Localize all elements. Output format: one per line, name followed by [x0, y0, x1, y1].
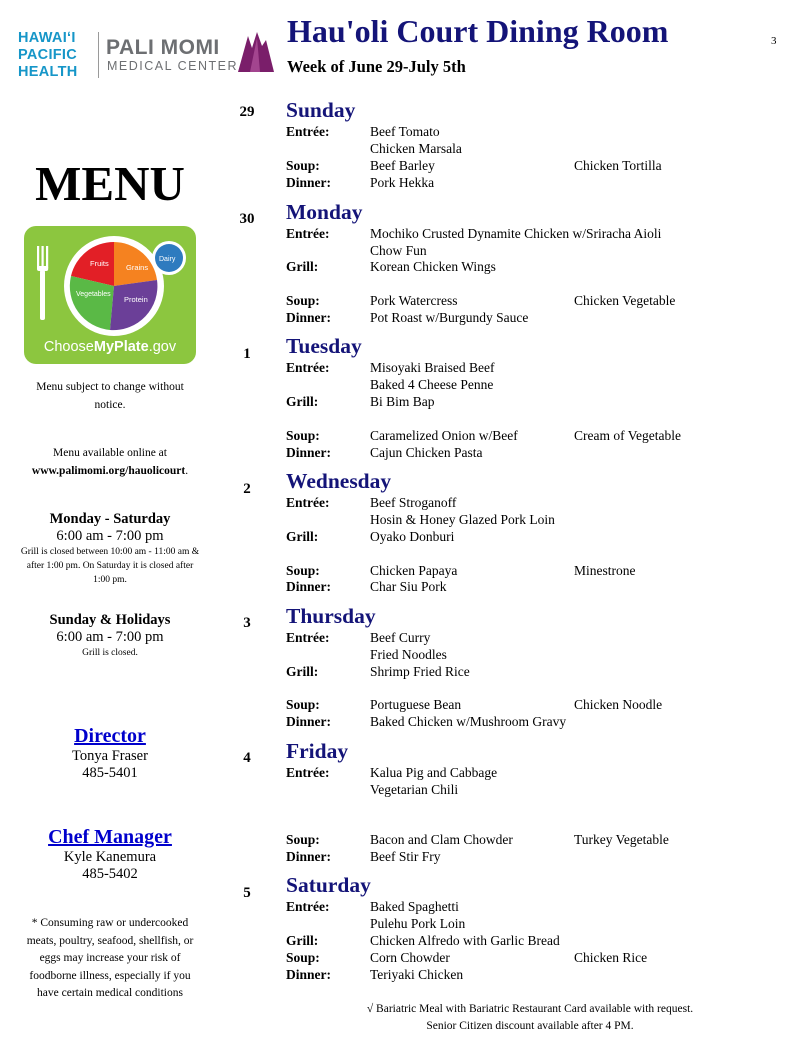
soup-item: Caramelized Onion w/Beef [370, 428, 518, 443]
dinner-label: Dinner: [286, 579, 331, 594]
entree-label: Entrée: [286, 124, 330, 139]
day-number: 4 [243, 750, 251, 766]
entree-item: Hosin & Honey Glazed Pork Loin [370, 512, 555, 527]
dinner-item: Cajun Chicken Pasta [370, 445, 483, 460]
change-notice [0, 378, 220, 414]
grill-label: Grill: [286, 664, 319, 679]
week-subtitle: Week of June 29-July 5th [287, 57, 466, 76]
weekend-hours [0, 612, 220, 660]
day-number: 5 [243, 885, 251, 901]
soup-item: Turkey Vegetable [574, 832, 669, 847]
grill-note: 1:00 pm. [93, 575, 127, 585]
day-number: 3 [243, 615, 251, 631]
warning-line: eggs may increase your risk of [39, 952, 181, 964]
chef-phone: 485-5402 [82, 866, 138, 882]
entree-item: Baked 4 Cheese Penne [370, 377, 494, 392]
logo-divider [98, 32, 99, 78]
chef-manager-link[interactable]: Chef Manager [48, 826, 172, 848]
menu-heading: MENU [35, 156, 185, 211]
grill-item: Chicken Alfredo with Garlic Bread [370, 933, 560, 948]
grill-label: Grill: [286, 259, 319, 274]
chef-name: Kyle Kanemura [63, 849, 157, 865]
plate-grains-label: Grains [126, 263, 149, 272]
entree-label: Entrée: [286, 360, 330, 375]
entree-item: Vegetarian Chili [370, 782, 459, 797]
soup-label: Soup: [286, 428, 320, 443]
soup-item: Minestrone [574, 563, 636, 578]
dinner-label: Dinner: [286, 849, 331, 864]
plate-fruits-label: Fruits [90, 259, 109, 268]
director-contact [0, 725, 220, 782]
soup-label: Soup: [286, 832, 320, 847]
entree-item: Beef Tomato [370, 124, 440, 139]
hawaii-pacific-health-logo [18, 30, 92, 81]
day-name-tuesday: Tuesday [286, 334, 362, 358]
entree-item: Chow Fun [370, 243, 427, 258]
online-url-link[interactable]: www.palimomi.org/hauolicourt [31, 465, 186, 477]
entree-label: Entrée: [286, 226, 330, 241]
myplate-plate-icon [24, 226, 196, 338]
dinner-item: Beef Stir Fry [370, 849, 441, 864]
soup-label: Soup: [286, 293, 320, 308]
soup-item: Chicken Vegetable [574, 293, 676, 308]
food-safety-warning [0, 915, 220, 1003]
grill-note: Grill is closed between 10:00 am - 11:00 am & [20, 547, 200, 557]
dinner-item: Teriyaki Chicken [370, 967, 464, 982]
day-name-saturday: Saturday [286, 873, 371, 897]
dinner-label: Dinner: [286, 310, 331, 325]
dinner-label: Dinner: [286, 445, 331, 460]
warning-line: meats, poultry, seafood, shellfish, or [26, 934, 194, 947]
page-number: 3 [771, 35, 777, 47]
brand-bold: MyPlate [93, 339, 149, 355]
day-name-monday: Monday [286, 200, 363, 224]
grill-item: Shrimp Fried Rice [370, 664, 470, 679]
online-notice [0, 444, 220, 480]
entree-item: Chicken Marsala [370, 141, 462, 156]
weekend-time: 6:00 am - 7:00 pm [56, 629, 164, 645]
notice-line: Menu subject to change without [36, 381, 184, 393]
plate-vegetables-label: Vegetables [76, 291, 111, 298]
footer-notes [300, 1001, 760, 1035]
director-link[interactable]: Director [74, 725, 146, 747]
day-name-sunday: Sunday [286, 98, 356, 122]
soup-item: Corn Chowder [370, 950, 450, 965]
notice-line: notice. [94, 399, 126, 411]
entree-label: Entrée: [286, 630, 330, 645]
soup-item: Beef Barley [370, 158, 435, 173]
dinner-item: Pot Roast w/Burgundy Sauce [370, 310, 529, 325]
plate-dairy-label: Dairy [159, 256, 176, 263]
day-number: 29 [239, 104, 255, 120]
soup-item: Chicken Noodle [574, 697, 663, 712]
entree-label: Entrée: [286, 899, 330, 914]
entree-label: Entrée: [286, 765, 330, 780]
brand-prefix: Choose [43, 339, 94, 355]
warning-line: * Consuming raw or undercooked [31, 917, 189, 929]
entree-item: Kalua Pig and Cabbage [370, 765, 498, 780]
logo-line: PACIFIC [18, 47, 78, 63]
soup-item: Chicken Tortilla [574, 158, 662, 173]
grill-item: Oyako Donburi [370, 529, 455, 544]
grill-label: Grill: [286, 529, 319, 544]
myplate-logo [24, 226, 196, 364]
weekday-heading: Monday - Saturday [49, 511, 171, 527]
grill-item: Korean Chicken Wings [370, 259, 496, 274]
choosemyplate-text [24, 339, 196, 355]
soup-label: Soup: [286, 697, 320, 712]
weekend-note: Grill is closed. [82, 648, 138, 658]
entree-item: Baked Spaghetti [370, 899, 459, 914]
soup-item: Chicken Papaya [370, 563, 458, 578]
soup-item: Bacon and Clam Chowder [370, 832, 513, 847]
weekend-heading: Sunday & Holidays [49, 612, 171, 628]
weekday-hours [0, 511, 220, 587]
soup-item: Portuguese Bean [370, 697, 462, 712]
dinner-label: Dinner: [286, 175, 331, 190]
grill-label: Grill: [286, 394, 319, 409]
director-phone: 485-5401 [82, 765, 138, 781]
soup-item: Chicken Rice [574, 950, 648, 965]
grill-label: Grill: [286, 933, 319, 948]
day-name-thursday: Thursday [286, 604, 376, 628]
brand-suffix: .gov [148, 339, 177, 355]
plate-protein-label: Protein [124, 295, 148, 304]
online-line: Menu available online at [52, 447, 167, 459]
logo-line: HAWAIʻI [18, 30, 76, 46]
entree-item: Beef Stroganoff [370, 495, 457, 510]
entree-item: Beef Curry [370, 630, 431, 645]
day-number: 30 [239, 211, 255, 227]
day-number: 2 [243, 481, 251, 497]
soup-label: Soup: [286, 158, 320, 173]
grill-item: Bi Bim Bap [370, 394, 435, 409]
online-dot: . [185, 465, 189, 477]
dinner-label: Dinner: [286, 967, 331, 982]
dinner-item: Baked Chicken w/Mushroom Gravy [370, 714, 567, 729]
entree-item: Mochiko Crusted Dynamite Chicken w/Sriracha Aioli [370, 226, 662, 241]
weekday-time: 6:00 am - 7:00 pm [56, 528, 164, 544]
entree-item: Misoyaki Braised Beef [370, 360, 495, 375]
warning-line: have certain medical conditions [37, 987, 183, 999]
soup-label: Soup: [286, 950, 320, 965]
dinner-item: Pork Hekka [370, 175, 435, 190]
day-name-friday: Friday [286, 739, 349, 763]
entree-item: Fried Noodles [370, 647, 447, 662]
soup-item: Pork Watercress [370, 293, 458, 308]
dinner-label: Dinner: [286, 714, 331, 729]
bariatric-note: √ Bariatric Meal with Bariatric Restaurant Card available with request. [366, 1003, 694, 1015]
entree-label: Entrée: [286, 495, 330, 510]
grill-note: after 1:00 pm. On Saturday it is closed after [26, 561, 194, 571]
chef-contact [0, 826, 220, 883]
warning-line: foodborne illness, especially if you [29, 969, 191, 982]
soup-item: Cream of Vegetable [574, 428, 681, 443]
medical-center-logo-text: MEDICAL CENTER [107, 59, 238, 73]
day-name-wednesday: Wednesday [286, 469, 392, 493]
logo-line: HEALTH [18, 64, 78, 80]
pali-momi-mountain-icon [236, 30, 276, 74]
entree-item: Pulehu Pork Loin [370, 916, 466, 931]
dinner-item: Char Siu Pork [370, 579, 447, 594]
day-number: 1 [243, 346, 251, 362]
soup-label: Soup: [286, 563, 320, 578]
senior-discount-note: Senior Citizen discount available after 4 PM. [426, 1020, 634, 1032]
pali-momi-logo-text: PALI MOMI [106, 36, 220, 59]
director-name: Tonya Fraser [72, 748, 148, 764]
page-title: Hau'oli Court Dining Room [287, 13, 669, 49]
